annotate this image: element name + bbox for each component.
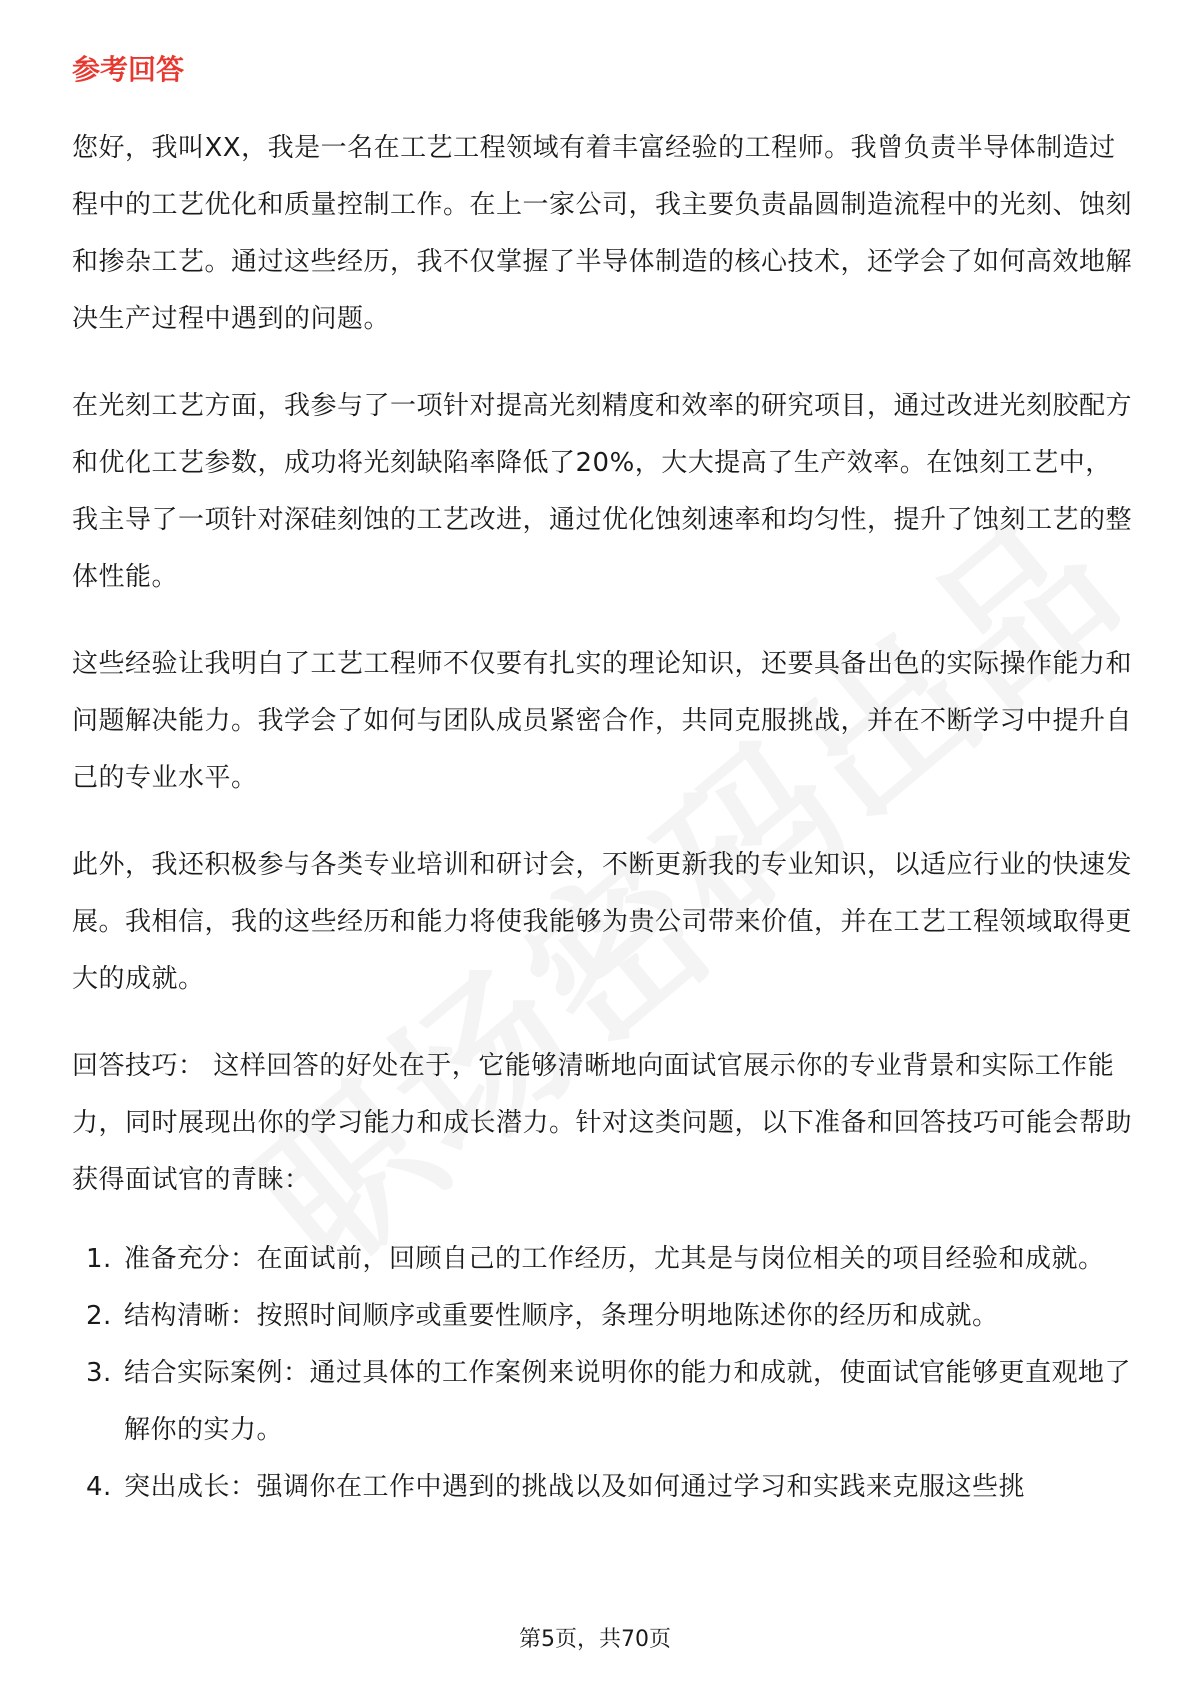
tips-list <box>72 1231 1132 1516</box>
list-text: 准备充分：在面试前，回顾自己的工作经历，尤其是与岗位相关的项目经验和成就。 <box>124 1244 1105 1274</box>
list-number: 3. <box>86 1358 112 1388</box>
list-item <box>72 1288 1132 1345</box>
paragraph-training: 此外，我还积极参与各类专业培训和研讨会，不断更新我的专业知识，以适应行业的快速发展。我相信，我的这些经历和能力将使我能够为贵公司带来价值，并在工艺工程领域取得更大的成就。 <box>72 850 1133 994</box>
list-item <box>72 1345 1132 1459</box>
list-item <box>72 1231 1132 1288</box>
list-number: 4. <box>86 1472 112 1502</box>
paragraph-lithography: 在光刻工艺方面，我参与了一项针对提高光刻精度和效率的研究项目，通过改进光刻胶配方和优化工艺参数，成功将光刻缺陷率降低了20%，大大提高了生产效率。在蚀刻工艺中，我主导了一项针对深硅刻蚀的工艺改进，通过优化蚀刻速率和均匀性，提升了蚀刻工艺的整体性能。 <box>72 391 1133 592</box>
section-heading: 参考回答 <box>72 53 185 86</box>
document-page <box>72 48 1132 1516</box>
tips-intro: 回答技巧： 这样回答的好处在于，它能够清晰地向面试官展示你的专业背景和实际工作能力，同时展现出你的学习能力和成长潜力。针对这类问题，以下准备和回答技巧可能会帮助获得面试官的青睐： <box>72 1051 1133 1195</box>
list-number: 2. <box>86 1301 112 1331</box>
paragraph-intro: 您好，我叫XX，我是一名在工艺工程领域有着丰富经验的工程师。我曾负责半导体制造过程中的工艺优化和质量控制工作。在上一家公司，我主要负责晶圆制造流程中的光刻、蚀刻和掺杂工艺。通过这些经历，我不仅掌握了半导体制造的核心技术，还学会了如何高效地解决生产过程中遇到的问题。 <box>72 133 1133 334</box>
paragraph-lessons: 这些经验让我明白了工艺工程师不仅要有扎实的理论知识，还要具备出色的实际操作能力和问题解决能力。我学会了如何与团队成员紧密合作，共同克服挑战，并在不断学习中提升自己的专业水平。 <box>72 649 1133 793</box>
list-number: 1. <box>86 1244 112 1274</box>
list-item <box>72 1459 1132 1516</box>
list-text: 突出成长：强调你在工作中遇到的挑战以及如何通过学习和实践来克服这些挑 <box>124 1472 1026 1502</box>
list-text: 结构清晰：按照时间顺序或重要性顺序，条理分明地陈述你的经历和成就。 <box>124 1301 999 1331</box>
list-text: 结合实际案例：通过具体的工作案例来说明你的能力和成就，使面试官能够更直观地了解你的实力。 <box>124 1358 1132 1445</box>
page-footer: 第5页，共70页 <box>519 1627 671 1652</box>
